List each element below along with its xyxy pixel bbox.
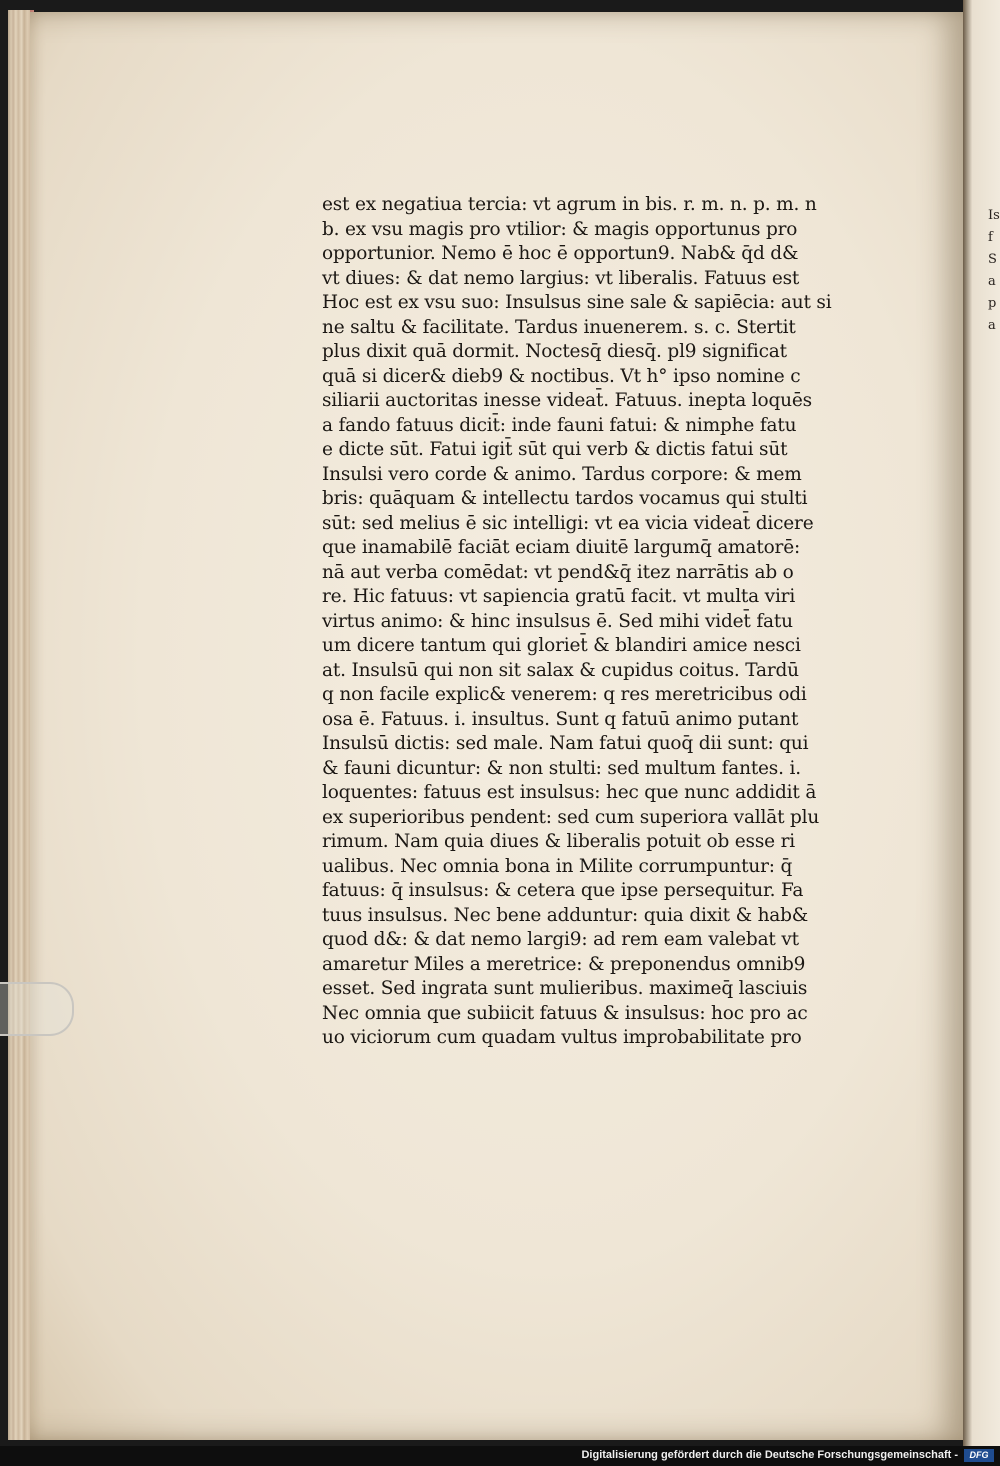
footer-bar xyxy=(0,1446,1000,1466)
facing-fragment: a xyxy=(988,318,996,333)
text-line: plus dixit quā dormit. Noctesq̄ diesq̄. pl9 significat xyxy=(322,340,787,362)
text-line: siliarii auctoritas inesse videat̄. Fatuus. inepta loquēs xyxy=(322,389,812,411)
text-line: um dicere tantum qui gloriet̄ & blandiri amice nesci xyxy=(322,634,801,656)
facing-fragment: a xyxy=(988,274,996,289)
text-line: osa ē. Fatuus. i. insultus. Sunt q fatuū animo putant xyxy=(322,707,799,730)
text-line: Insulsū dictis: sed male. Nam fatui quoq̄ dii sunt: qui xyxy=(322,732,809,754)
text-line: q non facile explic& venerem: q res meretricibus odi xyxy=(322,683,807,705)
text-line: Insulsi vero corde & animo. Tardus corpore: & mem xyxy=(322,462,802,485)
facing-fragment: S xyxy=(988,252,997,267)
text-line: quod d&: & dat nemo largi9: ad rem eam valebat vt xyxy=(322,928,799,950)
text-line: re. Hic fatuus: vt sapiencia gratū facit. vt multa viri xyxy=(322,585,796,607)
text-line: virtus animo: & hinc insulsus ē. Sed mihi videt̄ fatu xyxy=(322,609,793,632)
text-line: sūt: sed melius ē sic intelligi: vt ea vicia videat̄ dicere xyxy=(322,511,814,534)
text-line: ne saltu & facilitate. Tardus inuenerem. s. c. Stertit xyxy=(322,315,796,338)
facing-fragment: Is xyxy=(988,208,1000,223)
text-line: tuus insulsus. Nec bene adduntur: quia dixit & hab& xyxy=(322,903,809,926)
text-line: e dicte sūt. Fatui igit̄ sūt qui verb & dictis fatui sūt xyxy=(322,438,788,460)
text-line: Nec omnia que subiicit fatuus & insulsus: hoc pro ac xyxy=(322,1001,808,1024)
text-line: Hoc est ex vsu suo: Insulsus sine sale & sapiēcia: aut si xyxy=(322,291,832,313)
text-line: at. Insulsū qui non sit salax & cupidus coitus. Tardū xyxy=(322,658,799,681)
facing-page-text xyxy=(988,205,1000,337)
text-line: bris: quāquam & intellectu tardos vocamus qui stulti xyxy=(322,487,808,509)
text-line: ex superioribus pendent: sed cum superiora vallāt plu xyxy=(322,805,820,828)
text-line: fatuus: q̄ insulsus: & cetera que ipse persequitur. Fa xyxy=(322,879,804,901)
text-line: quā si dicer& dieb9 & noctibus. Vt h° ipso nomine c xyxy=(322,364,801,387)
text-line: a fando fatuus dicit̄: inde fauni fatui: & nimphe fatu xyxy=(322,413,797,436)
text-line: loquentes: fatuus est insulsus: hec que nunc addidit ā xyxy=(322,781,817,803)
incunable-text-block xyxy=(322,192,862,1050)
text-line: nā aut verba comēdat: vt pend&q̄ itez narrātis ab o xyxy=(322,560,794,583)
digitization-credit: Digitalisierung gefördert durch die Deutsche Forschungsgemeinschaft - xyxy=(581,1449,958,1461)
text-line: est ex negatiua tercia: vt agrum in bis. r. m. n. p. m. n xyxy=(322,193,817,215)
text-line: opportunior. Nemo ē hoc ē opportun9. Nab& q̄d d& xyxy=(322,242,799,264)
text-line: que inamabilē faciāt eciam diuitē largumq̄ amatorē: xyxy=(322,536,800,558)
text-line: uo viciorum cum quadam vultus improbabilitate pro xyxy=(322,1026,802,1048)
page-clip xyxy=(0,982,74,1036)
facing-fragment: p xyxy=(988,296,997,311)
text-line: ualibus. Nec omnia bona in Milite corrumpuntur: q̄ xyxy=(322,854,793,877)
text-line: vt diues: & dat nemo largius: vt liberalis. Fatuus est xyxy=(322,266,800,289)
text-line: esset. Sed ingrata sunt mulieribus. maximeq̄ lasciuis xyxy=(322,977,808,999)
text-line: amaretur Miles a meretrice: & preponendus omnib9 xyxy=(322,952,806,975)
facing-fragment: f xyxy=(988,230,993,245)
text-line: b. ex vsu magis pro vtilior: & magis opportunus pro xyxy=(322,217,798,240)
dfg-logo: DFG xyxy=(964,1449,994,1462)
text-line: rimum. Nam quia diues & liberalis potuit ob esse ri xyxy=(322,830,795,852)
text-line: & fauni dicuntur: & non stulti: sed multum fantes. i. xyxy=(322,756,801,779)
